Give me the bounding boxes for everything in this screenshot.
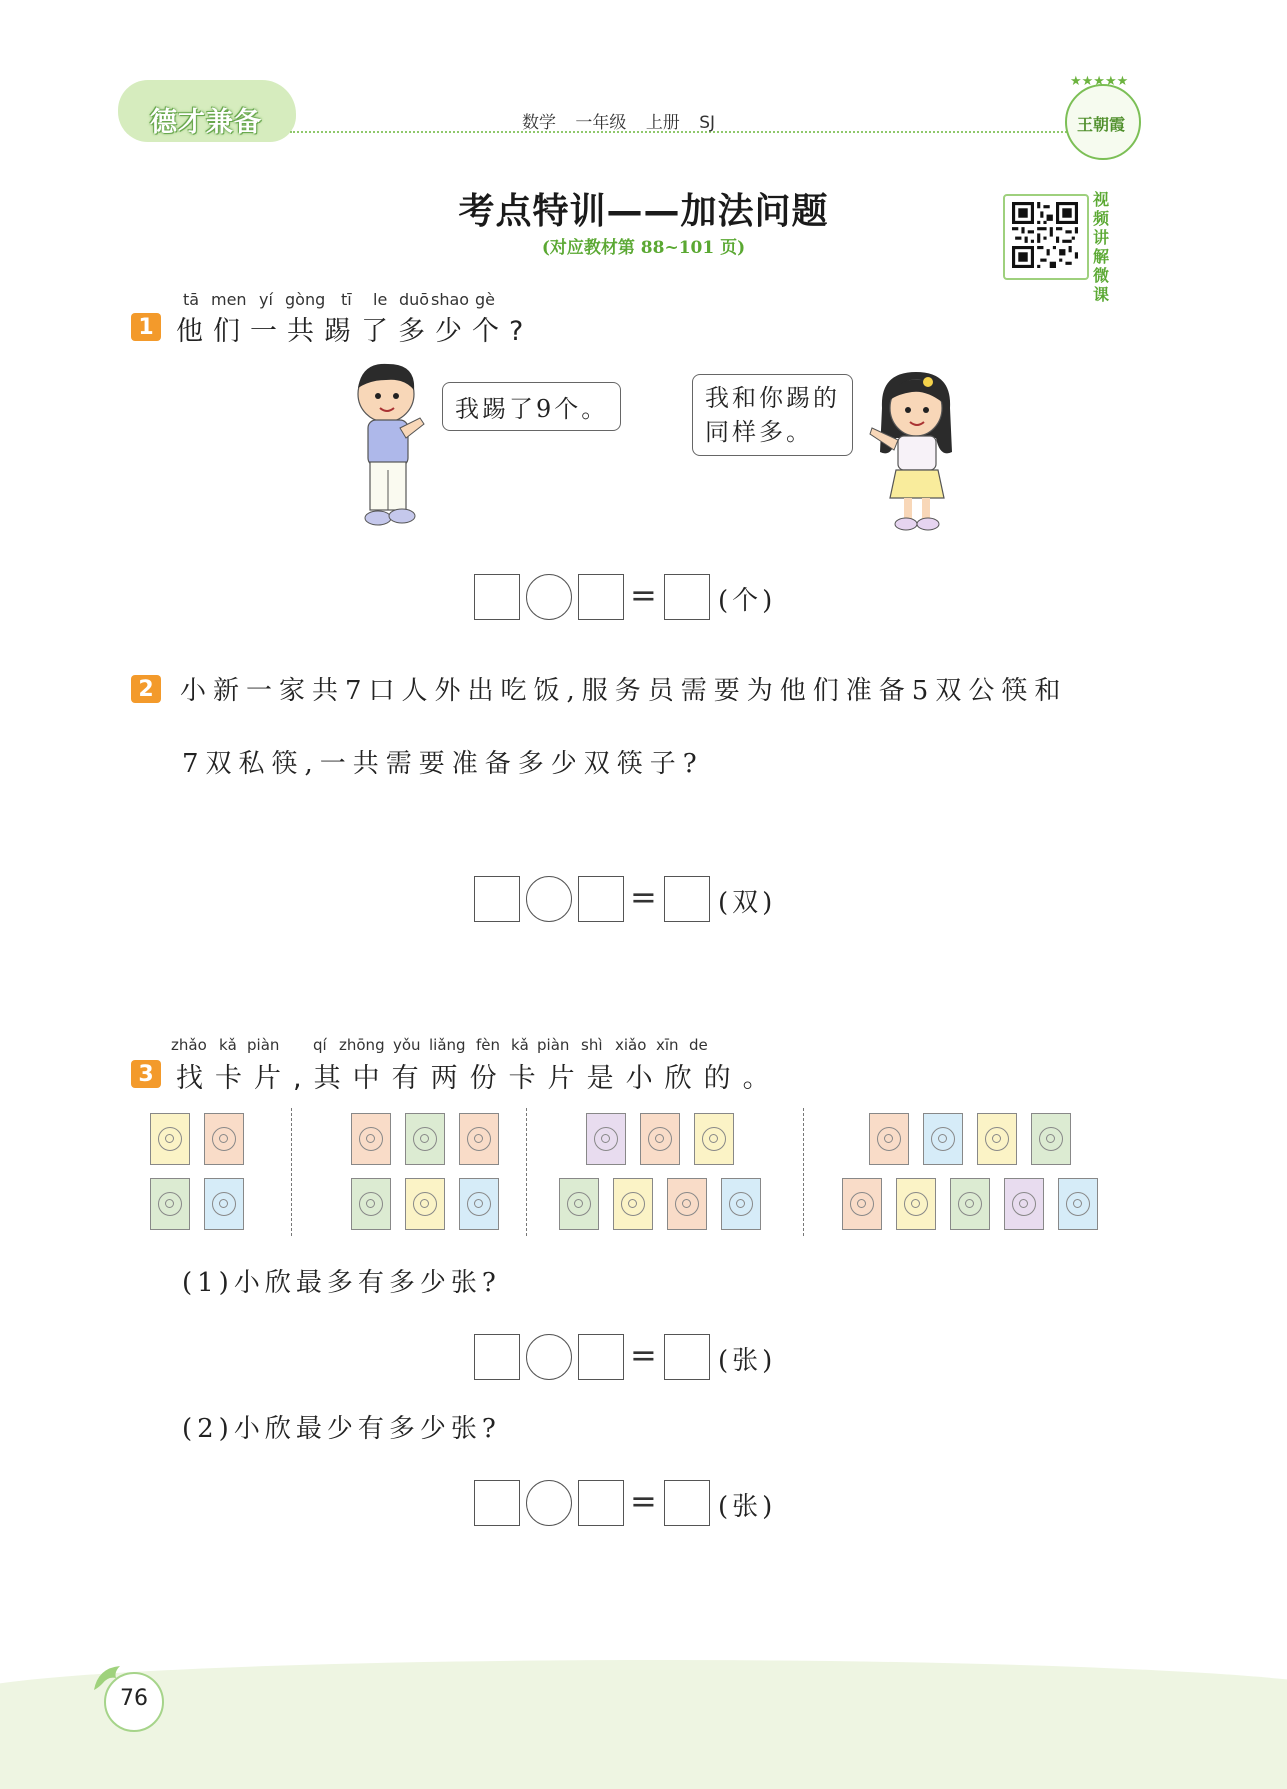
book-edition: SJ	[699, 113, 716, 133]
badge-text: 王朝霞	[1076, 115, 1125, 134]
qr-code-icon[interactable]	[1012, 202, 1078, 268]
girl-illustration	[866, 368, 966, 538]
operator-circle[interactable]	[526, 1480, 572, 1526]
footer-background	[0, 1685, 1287, 1789]
equals-sign: =	[630, 878, 657, 916]
unit-label: (双)	[718, 888, 777, 918]
result-box[interactable]	[664, 1334, 710, 1380]
equals-sign: =	[630, 576, 657, 614]
flower-card	[613, 1178, 653, 1230]
series-logo-text: 德才兼备	[150, 107, 262, 138]
unit-label: (张)	[718, 1346, 777, 1376]
page-number: 76	[120, 1686, 148, 1711]
flower-icon	[850, 1192, 874, 1216]
flower-card	[559, 1178, 599, 1230]
equals-sign: =	[630, 1336, 657, 1374]
flower-icon	[1012, 1192, 1036, 1216]
flower-card	[923, 1113, 963, 1165]
flower-card	[842, 1178, 882, 1230]
flower-icon	[1039, 1127, 1063, 1151]
flower-icon	[359, 1192, 383, 1216]
flower-icon	[985, 1127, 1009, 1151]
q1-equation	[474, 574, 794, 620]
flower-icon	[1066, 1192, 1090, 1216]
qr-label: 视 频 讲 解 微 课	[1092, 190, 1109, 304]
flower-icon	[675, 1192, 699, 1216]
flower-icon	[594, 1127, 618, 1151]
book-grade: 一年级	[575, 113, 627, 133]
answer-box[interactable]	[474, 1334, 520, 1380]
q1-number: 1	[131, 313, 161, 341]
flower-icon	[877, 1127, 901, 1151]
flower-icon	[359, 1127, 383, 1151]
operator-circle[interactable]	[526, 1334, 572, 1380]
badge-stars-icon: ★★★★★	[1070, 74, 1129, 89]
answer-box[interactable]	[578, 1480, 624, 1526]
flower-icon	[702, 1127, 726, 1151]
operator-circle[interactable]	[526, 876, 572, 922]
q3-part1: (1)小欣最多有多少张?	[182, 1268, 501, 1298]
flower-card	[977, 1113, 1017, 1165]
answer-box[interactable]	[578, 1334, 624, 1380]
flower-icon	[212, 1127, 236, 1151]
result-box[interactable]	[664, 1480, 710, 1526]
q2-equation	[474, 876, 794, 922]
flower-card	[351, 1178, 391, 1230]
flower-card	[150, 1178, 190, 1230]
book-subject: 数学	[522, 113, 556, 133]
flower-icon	[467, 1127, 491, 1151]
flower-icon	[931, 1127, 955, 1151]
flower-card	[640, 1113, 680, 1165]
book-info	[522, 108, 729, 133]
flower-icon	[958, 1192, 982, 1216]
flower-card	[1004, 1178, 1044, 1230]
q3-part2: (2)小欣最少有多少张?	[182, 1414, 501, 1444]
flower-card	[459, 1113, 499, 1165]
flower-icon	[729, 1192, 753, 1216]
q3-question: 找卡片,其中有两份卡片是小欣的。	[176, 1063, 782, 1094]
page-title: 考点特训——加法问题	[458, 191, 829, 232]
answer-box[interactable]	[578, 876, 624, 922]
answer-box[interactable]	[474, 1480, 520, 1526]
flower-card	[204, 1178, 244, 1230]
unit-label: (张)	[718, 1492, 777, 1522]
flower-card	[405, 1178, 445, 1230]
group-divider	[291, 1108, 292, 1236]
flower-icon	[648, 1127, 672, 1151]
q3-part1-equation	[474, 1334, 794, 1380]
flower-card	[351, 1113, 391, 1165]
flower-card	[405, 1113, 445, 1165]
q2-question-line2: 7双私筷,一共需要准备多少双筷子?	[182, 749, 704, 779]
flower-card	[459, 1178, 499, 1230]
boy-illustration	[340, 358, 440, 538]
flower-card	[667, 1178, 707, 1230]
answer-box[interactable]	[474, 876, 520, 922]
result-box[interactable]	[664, 876, 710, 922]
girl-speech-bubble	[692, 374, 853, 456]
q2-number: 2	[131, 675, 161, 703]
girl-speech-line2: 同样多。	[705, 418, 813, 446]
flower-card	[586, 1113, 626, 1165]
flower-icon	[621, 1192, 645, 1216]
book-volume: 上册	[645, 113, 680, 133]
group-divider	[803, 1108, 804, 1236]
group-divider	[526, 1108, 527, 1236]
flower-card	[950, 1178, 990, 1230]
flower-icon	[413, 1127, 437, 1151]
flower-icon	[158, 1192, 182, 1216]
boy-speech-bubble: 我踢了9个。	[442, 382, 621, 431]
flower-icon	[567, 1192, 591, 1216]
flower-card	[721, 1178, 761, 1230]
flower-icon	[212, 1192, 236, 1216]
flower-card	[1031, 1113, 1071, 1165]
flower-card	[1058, 1178, 1098, 1230]
q2-question-line1: 小新一家共7口人外出吃饭,服务员需要为他们准备5双公筷和	[180, 676, 1068, 706]
flower-icon	[158, 1127, 182, 1151]
flower-icon	[904, 1192, 928, 1216]
page-subtitle: (对应教材第 88~101 页)	[541, 238, 746, 258]
flower-card	[150, 1113, 190, 1165]
equals-sign: =	[630, 1482, 657, 1520]
answer-box[interactable]	[578, 574, 624, 620]
flower-card	[869, 1113, 909, 1165]
q3-number: 3	[131, 1060, 161, 1088]
answer-box[interactable]	[474, 574, 520, 620]
flower-card	[896, 1178, 936, 1230]
q3-part2-equation	[474, 1480, 794, 1526]
operator-circle[interactable]	[526, 574, 572, 620]
flower-card	[204, 1113, 244, 1165]
flower-icon	[467, 1192, 491, 1216]
flower-card	[694, 1113, 734, 1165]
girl-speech-line1: 我和你踢的	[705, 384, 840, 412]
flower-icon	[413, 1192, 437, 1216]
result-box[interactable]	[664, 574, 710, 620]
unit-label: (个)	[718, 586, 777, 616]
q1-question: 他们一共踢了多少个?	[176, 316, 534, 347]
